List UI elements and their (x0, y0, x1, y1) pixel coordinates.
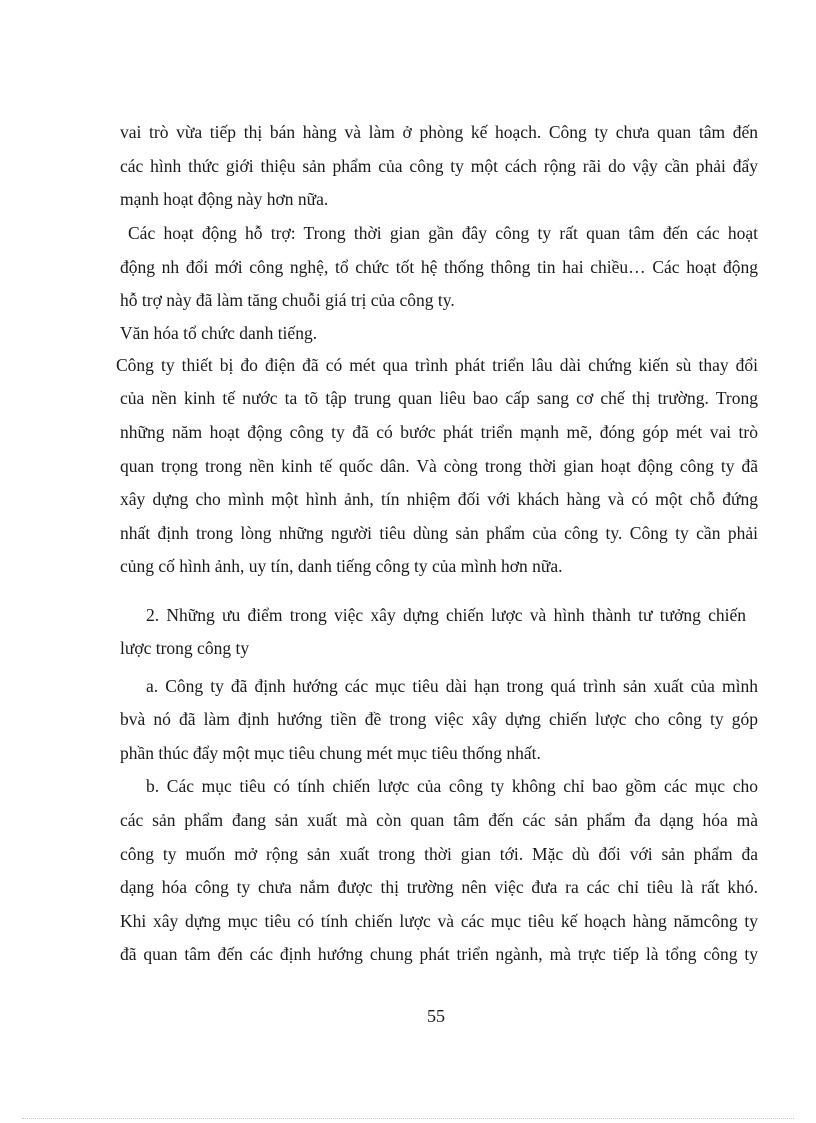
paragraph-line: những năm hoạt động công ty đã có bước phát triển mạnh mẽ, đóng góp mét vai trò (120, 422, 758, 442)
paragraph-line: Công ty thiết bị đo điện đã có mét qua trình phát triển lâu dài chứng kiến sù thay đổi (116, 355, 758, 375)
numbered-heading: 2. Những ưu điểm trong việc xây dựng chiến lược và hình thành tư tưởng chiến (146, 605, 746, 625)
list-item-line: phần thúc đẩy một mục tiêu chung mét mục tiêu thống nhất. (120, 743, 541, 763)
paragraph-line: củng cố hình ảnh, uy tín, danh tiếng công ty của mình hơn nữa. (120, 556, 563, 576)
page-number: 55 (427, 1006, 445, 1026)
list-item-line: đã quan tâm đến các định hướng chung phát triển ngành, mà trực tiếp là tổng công ty (120, 944, 758, 964)
list-item-line: Khi xây dựng mục tiêu có tính chiến lược và các mục tiêu kế hoạch hàng nămcông ty (120, 911, 758, 931)
paragraph-line: quan trọng trong nền kinh tế quốc dân. Và còng trong thời gian hoạt động công ty đã (120, 456, 758, 476)
paragraph-line: mạnh hoạt động này hơn nữa. (120, 189, 329, 209)
list-item-line: dạng hóa công ty chưa nắm được thị trường nên việc đưa ra các chỉ tiêu là rất khó. (120, 877, 758, 897)
paragraph-line: các hình thức giới thiệu sản phẩm của công ty một cách rộng rãi do vậy cần phải đẩy (120, 156, 758, 176)
paragraph-line: Các hoạt động hỗ trợ: Trong thời gian gần đây công ty rất quan tâm đến các hoạt (128, 223, 758, 243)
paragraph-line: động nh đổi mới công nghệ, tổ chức tốt hệ thống thông tin hai chiều… Các hoạt động (120, 257, 758, 277)
paragraph-line: xây dựng cho mình một hình ảnh, tín nhiệm đối với khách hàng và có một chỗ đứng (120, 489, 758, 509)
paragraph-line: hỗ trợ này đã làm tăng chuỗi giá trị của công ty. (120, 290, 455, 310)
list-item-line: b. Các mục tiêu có tính chiến lược của công ty không chỉ bao gồm các mục cho (146, 776, 758, 796)
paragraph-line: vai trò vừa tiếp thị bán hàng và làm ở phòng kế hoạch. Công ty chưa quan tâm đến (120, 122, 758, 142)
list-item-line: công ty muốn mở rộng sản xuất trong thời gian tới. Mặc dù đối với sản phẩm đa (120, 844, 758, 864)
paragraph-line: của nền kinh tế nước ta tõ tập trung quan liêu bao cấp sang cơ chế thị trường. Trong (120, 388, 758, 408)
numbered-heading: lược trong công ty (120, 638, 250, 658)
paragraph-line: nhất định trong lòng những người tiêu dùng sản phẩm của công ty. Công ty cần phải (120, 523, 758, 543)
list-item-line: các sản phẩm đang sản xuất mà còn quan tâm đến các sản phẩm đa dạng hóa mà (120, 810, 758, 830)
list-item-line: bvà nó đã làm định hướng tiền đề trong việc xây dựng chiến lược cho công ty góp (120, 709, 758, 729)
section-heading: Văn hóa tổ chức danh tiếng. (120, 323, 318, 343)
page-bottom-divider (22, 1118, 794, 1119)
list-item-line: a. Công ty đã định hướng các mục tiêu dài hạn trong quá trình sản xuất của mình (146, 676, 758, 696)
